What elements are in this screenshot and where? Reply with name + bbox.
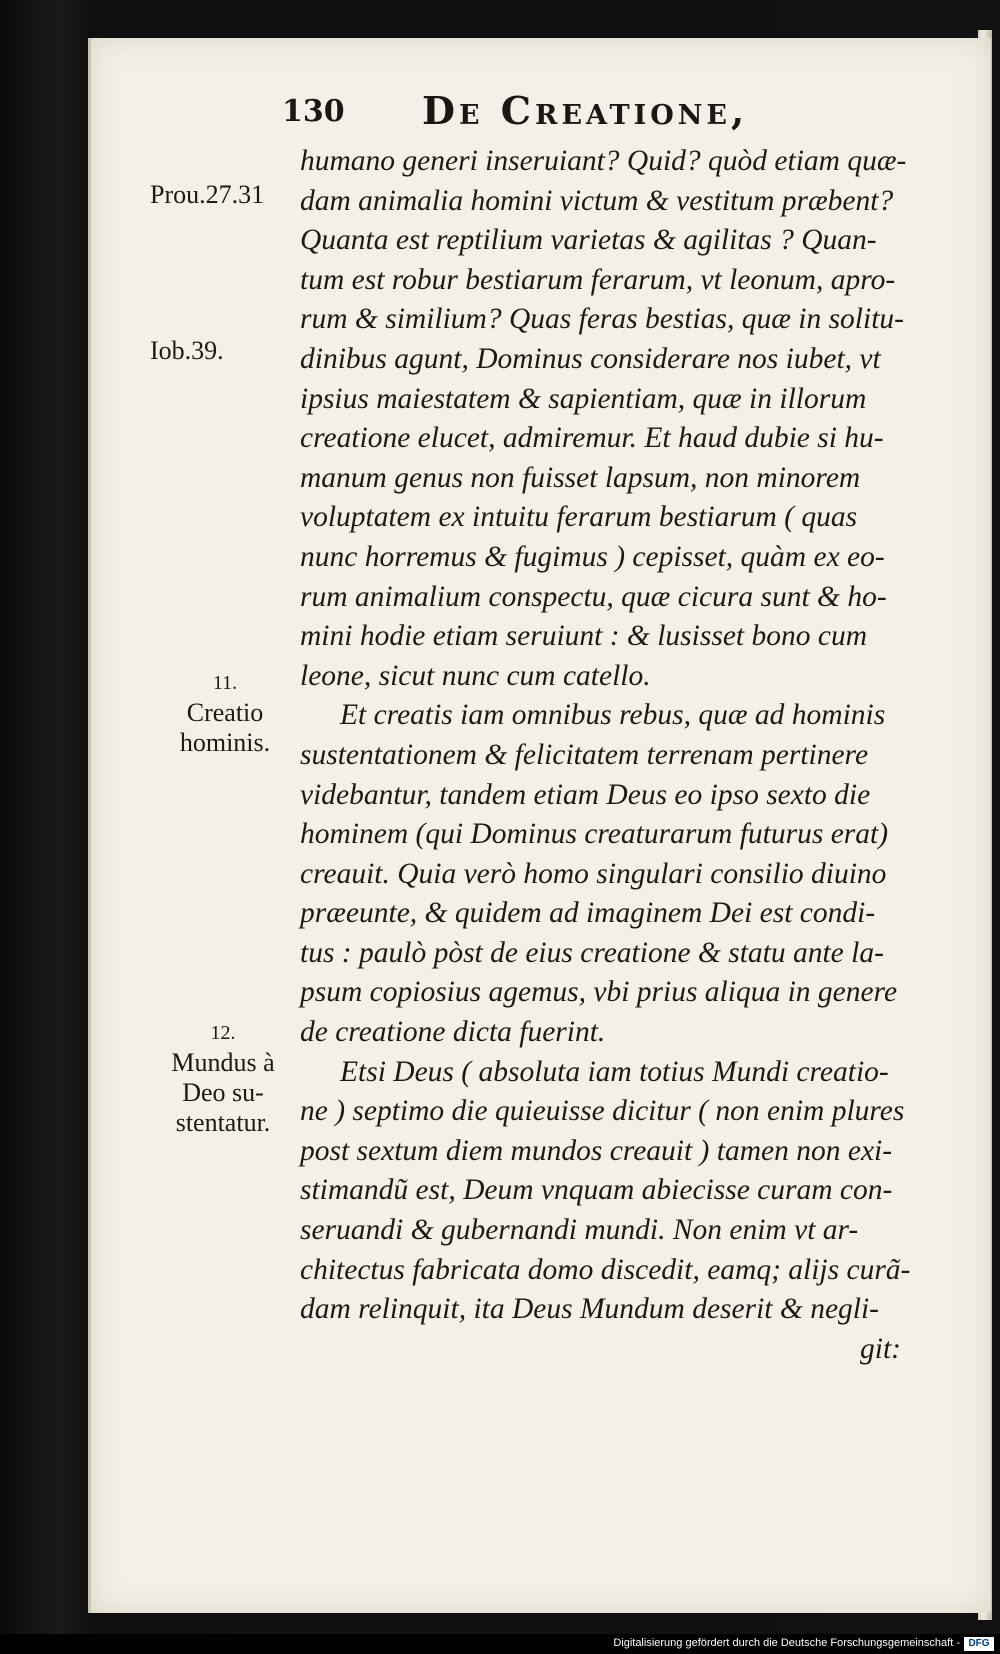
text-line: leone, sicut nunc cum catello. (300, 659, 651, 692)
text-line: tum est robur bestiarum ferarum, vt leonum, apro- (300, 263, 896, 296)
margin-note-prou: Prou.27.31 (150, 180, 265, 209)
margin-note-line: hominis. (179, 728, 271, 757)
text-line: Et creatis iam omnibus rebus, quæ ad hominis (340, 699, 886, 732)
dfg-logo: DFG (964, 1637, 994, 1651)
text-line: hominem (qui Dominus creaturarum futurus erat) (300, 818, 889, 851)
text-line: psum copiosius agemus, vbi prius aliqua in genere (300, 976, 898, 1009)
margin-note-iob: Iob.39. (150, 336, 224, 365)
margin-note-section-11 (170, 668, 280, 758)
text-line: stimandũ est, Deum vnquam abiecisse curam con- (300, 1174, 893, 1207)
margin-note-line: Deo su- (182, 1078, 264, 1107)
text-line: manum genus non fuisset lapsum, non minorem (300, 461, 861, 494)
text-line: sustentationem & felicitatem terrenam pertinere (300, 738, 869, 771)
text-line: dam animalia homini victum & vestitum præbent? (300, 184, 894, 217)
text-line: creauit. Quia verò homo singulari consilio diuino (300, 857, 887, 890)
margin-note-line: Creatio (186, 698, 264, 727)
margin-note-line: Mundus à (171, 1048, 275, 1077)
page-header (282, 88, 942, 138)
text-line: præeunte, & quidem ad imaginem Dei est condi- (300, 897, 876, 930)
text-line: dinibus agunt, Dominus considerare nos iubet, vt (300, 342, 881, 375)
text-line: seruandi & gubernandi mundi. Non enim vt ar- (300, 1214, 859, 1247)
text-line: de creatione dicta fuerint. (300, 1016, 606, 1049)
text-line: ipsius maiestatem & sapientiam, quæ in illorum (300, 382, 867, 415)
text-line: chitectus fabricata domo discedit, eamq; alijs curã- (300, 1253, 911, 1286)
text-line: rum animalium conspectu, quæ cicura sunt & ho- (300, 580, 887, 613)
section-number: 12. (210, 1022, 236, 1044)
running-title: De Creatione, (422, 88, 749, 133)
text-line: Quanta est reptilium varietas & agilitas ? Quan- (300, 224, 877, 257)
text-line: rum & similium? Quas feras bestias, quæ in solitu- (300, 303, 904, 336)
text-line: post sextum diem mundos creauit ) tamen non exi- (300, 1134, 893, 1167)
text-line: ne ) septimo die quieuisse dicitur ( non enim plures (300, 1095, 905, 1128)
text-line: creatione elucet, admiremur. Et haud dubie si hu- (300, 422, 884, 455)
text-line: Etsi Deus ( absoluta iam totius Mundi creatio- (340, 1055, 889, 1088)
text-line: git: (860, 1332, 901, 1365)
text-line: videbantur, tandem etiam Deus eo ipso sexto die (300, 778, 871, 811)
footer-bar (0, 1634, 1000, 1654)
text-line: dam relinquit, ita Deus Mundum deserit & negli- (300, 1293, 880, 1326)
body-text (300, 142, 950, 1369)
text-line: humano generi inseruiant? Quid? quòd etiam quæ- (300, 145, 907, 177)
margin-note-line: stentatur. (175, 1108, 271, 1137)
text-line: tus : paulò pòst de eius creatione & statu ante la- (300, 936, 884, 969)
text-line: voluptatem ex intuitu ferarum bestiarum ( quas (300, 501, 858, 534)
digitization-credit: Digitalisierung gefördert durch die Deutsche Forschungsgemeinschaft - (613, 1637, 960, 1649)
text-line: nunc horremus & fugimus ) cepisset, quàm ex eo- (300, 540, 885, 573)
section-number: 11. (212, 672, 238, 694)
margin-note-section-12 (158, 1018, 288, 1138)
page-number: 130 (282, 94, 345, 129)
text-line: mini hodie etiam seruiunt : & lusisset bono cum (300, 620, 868, 653)
